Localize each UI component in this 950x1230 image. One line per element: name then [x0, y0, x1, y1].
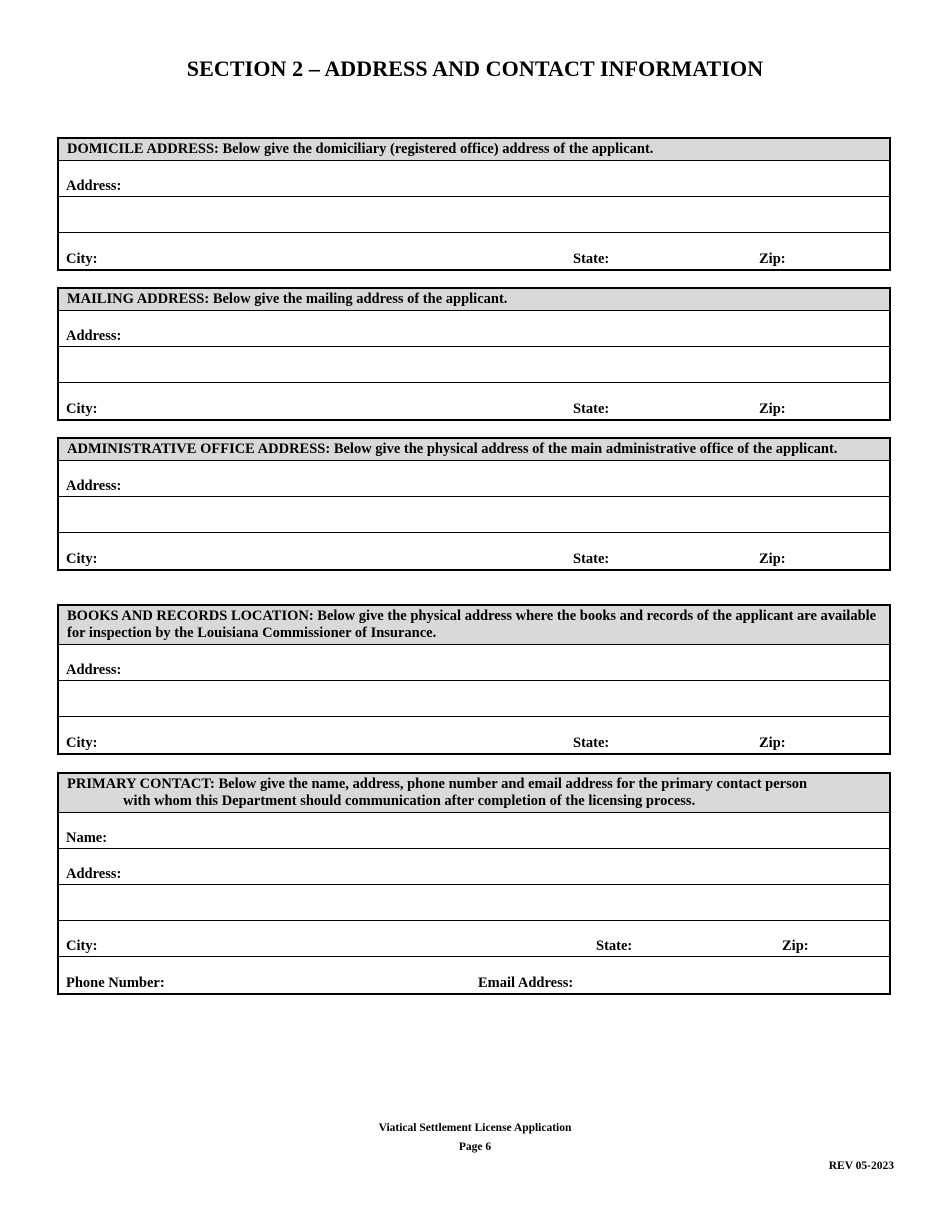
- domicile-address-header: DOMICILE ADDRESS: Below give the domiciliary (registered office) address of the applicant.: [59, 139, 889, 161]
- mailing-address-field[interactable]: [59, 311, 889, 347]
- books-records-header: BOOKS AND RECORDS LOCATION: Below give the physical address where the books and records of the applicant are available for inspection by the Louisiana Commissioner of Insurance.: [59, 606, 889, 645]
- city-label: City:: [66, 551, 98, 567]
- state-label: State:: [573, 401, 610, 417]
- contact-address-field[interactable]: [59, 849, 889, 885]
- domicile-address-section: [57, 137, 891, 271]
- administrative-office-header: ADMINISTRATIVE OFFICE ADDRESS: Below give the physical address of the main administrative office of the applicant.: [59, 439, 889, 461]
- domicile-city-state-zip-row: [59, 233, 889, 269]
- address-label: Address:: [66, 178, 122, 194]
- footer-form-name: Viatical Settlement License Application: [378, 1122, 572, 1134]
- books-address-field[interactable]: [59, 645, 889, 681]
- books-records-section: [57, 604, 891, 755]
- contact-phone-email-row: [59, 957, 889, 993]
- mailing-city-state-zip-row: [59, 383, 889, 419]
- name-label: Name:: [66, 830, 108, 846]
- mailing-address-line2-field[interactable]: [59, 347, 889, 383]
- zip-label: Zip:: [759, 251, 786, 267]
- city-label: City:: [66, 735, 98, 751]
- address-label: Address:: [66, 866, 122, 882]
- administrative-office-section: [57, 437, 891, 571]
- state-label: State:: [573, 551, 610, 567]
- address-label: Address:: [66, 662, 122, 678]
- books-city-state-zip-row: [59, 717, 889, 753]
- contact-address-line2-field[interactable]: [59, 885, 889, 921]
- footer-page-number: Page 6: [458, 1141, 492, 1153]
- primary-contact-header-line2: with whom this Department should communication after completion of the licensing process.: [123, 793, 696, 809]
- primary-contact-section: [57, 772, 891, 995]
- address-label: Address:: [66, 328, 122, 344]
- books-address-line2-field[interactable]: [59, 681, 889, 717]
- admin-city-state-zip-row: [59, 533, 889, 569]
- city-label: City:: [66, 251, 98, 267]
- address-label: Address:: [66, 478, 122, 494]
- primary-contact-header: [59, 774, 889, 813]
- mailing-address-section: [57, 287, 891, 421]
- domicile-address-field[interactable]: [59, 161, 889, 197]
- state-label: State:: [596, 938, 633, 954]
- zip-label: Zip:: [759, 401, 786, 417]
- footer-revision: REV 05-2023: [828, 1160, 894, 1172]
- domicile-address-line2-field[interactable]: [59, 197, 889, 233]
- zip-label: Zip:: [759, 551, 786, 567]
- zip-label: Zip:: [759, 735, 786, 751]
- contact-name-field[interactable]: [59, 813, 889, 849]
- primary-contact-header-line1: PRIMARY CONTACT: Below give the name, address, phone number and email address for the primary contact person: [67, 776, 808, 792]
- state-label: State:: [573, 735, 610, 751]
- admin-address-field[interactable]: [59, 461, 889, 497]
- phone-number-label: Phone Number:: [66, 975, 165, 991]
- email-address-label: Email Address:: [478, 975, 574, 991]
- admin-address-line2-field[interactable]: [59, 497, 889, 533]
- city-label: City:: [66, 401, 98, 417]
- contact-city-state-zip-row: [59, 921, 889, 957]
- zip-label: Zip:: [782, 938, 809, 954]
- mailing-address-header: MAILING ADDRESS: Below give the mailing address of the applicant.: [59, 289, 889, 311]
- state-label: State:: [573, 251, 610, 267]
- page-title: SECTION 2 – ADDRESS AND CONTACT INFORMATION: [186, 56, 764, 81]
- city-label: City:: [66, 938, 98, 954]
